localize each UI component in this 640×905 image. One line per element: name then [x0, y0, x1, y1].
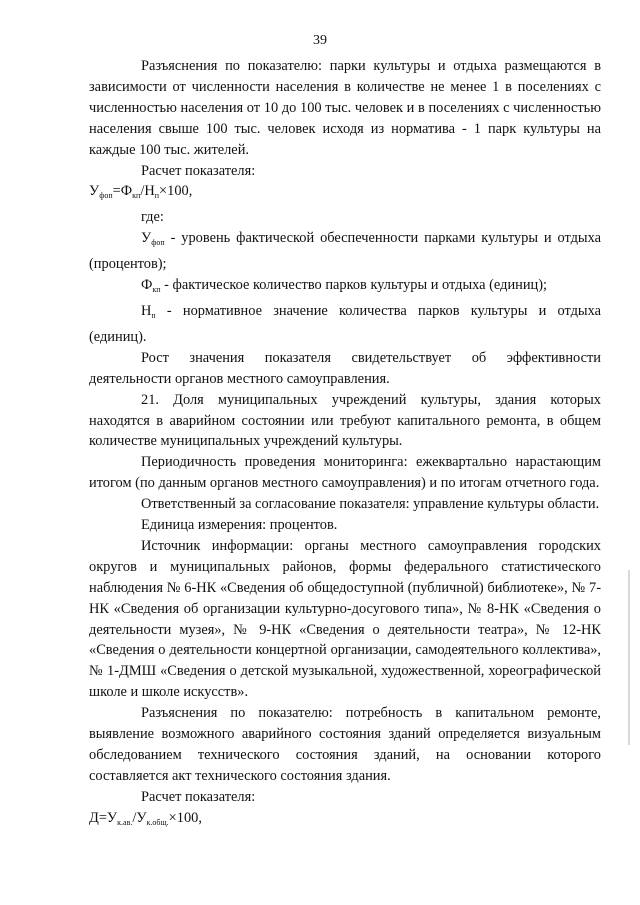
paragraph-parks-explanation: Разъяснения по показателю: парки культуры и отдыха размещаются в зависимости от численности населения в количестве не менее 1 в поселениях с численностью населения от 10 до 100 тыс. человек и в поселениях с численностью населения свыше 100 тыс. человек исходя из норматива - 1 парк культуры на каждые 100 тыс. жителей. — [89, 58, 601, 158]
paragraph-source: Источник информации: органы местного самоуправления городских округов и муниципальных районов, формы федерального статистического наблюдения № 6-НК «Сведения об общедоступной (публичной) библиотеке», № 7-НК «Сведения об организации культурно-досугового типа», № 8-НК «Сведения о деятельности музея», № 9-НК «Сведения о деятельности театра», № 12-НК «Сведения о деятельности концертной организации, самодеятельного коллектива», № 1-ДМШ «Сведения о детской музыкальной, художественной, хореографической школе и школе искусств». — [89, 537, 601, 701]
scan-artifact-line — [628, 570, 630, 745]
formula-repair: $Д=У_{к.ав.}/У_{к.общ.}\times 100$, — [89, 809, 202, 827]
paragraph-calculation-label-2: Расчет показателя: — [141, 788, 256, 805]
paragraph-unit: Единица измерения: процентов. — [141, 517, 338, 534]
page-number: 39 — [313, 33, 327, 48]
definition-u: $У_{фоп}$ - уровень фактической обеспеченности парками культуры и отдыха (процентов); — [89, 230, 601, 273]
formula-parks: $У_{фоп}=Ф_{кп}/Н_п\times 100$, — [89, 183, 193, 201]
definition-n: $Н_п$ - нормативное значение количества парков культуры и отдыха (единиц). — [89, 302, 601, 345]
paragraph-indicator-21: 21. Доля муниципальных учреждений культуры, здания которых находятся в аварийном состоянии или требуют капитального ремонта, в общем количестве муниципальных учреждений культуры. — [89, 391, 601, 450]
paragraph-responsible: Ответственный за согласование показателя: управление культуры области. — [141, 496, 600, 513]
paragraph-repair-explanation: Разъяснения по показателю: потребность в капитальном ремонте, выявление возможного аварийного состояния зданий определяется визуальным обследованием технического состояния зданий, на основании которого составляется акт технического состояния здания. — [89, 705, 601, 784]
definition-f: $Ф_{кп}$ - фактическое количество парков культуры и отдыха (единиц); — [141, 277, 548, 295]
paragraph-growth: Рост значения показателя свидетельствует об эффективности деятельности органов местного самоуправления. — [89, 349, 601, 387]
paragraph-where: где: — [141, 209, 164, 226]
document-body — [89, 56, 601, 834]
paragraph-periodicity: Периодичность проведения мониторинга: ежеквартально нарастающим итогом (по данным органов местного самоуправления) и по итогам отчетного года. — [89, 454, 601, 492]
paragraph-calculation-label: Расчет показателя: — [141, 162, 256, 179]
